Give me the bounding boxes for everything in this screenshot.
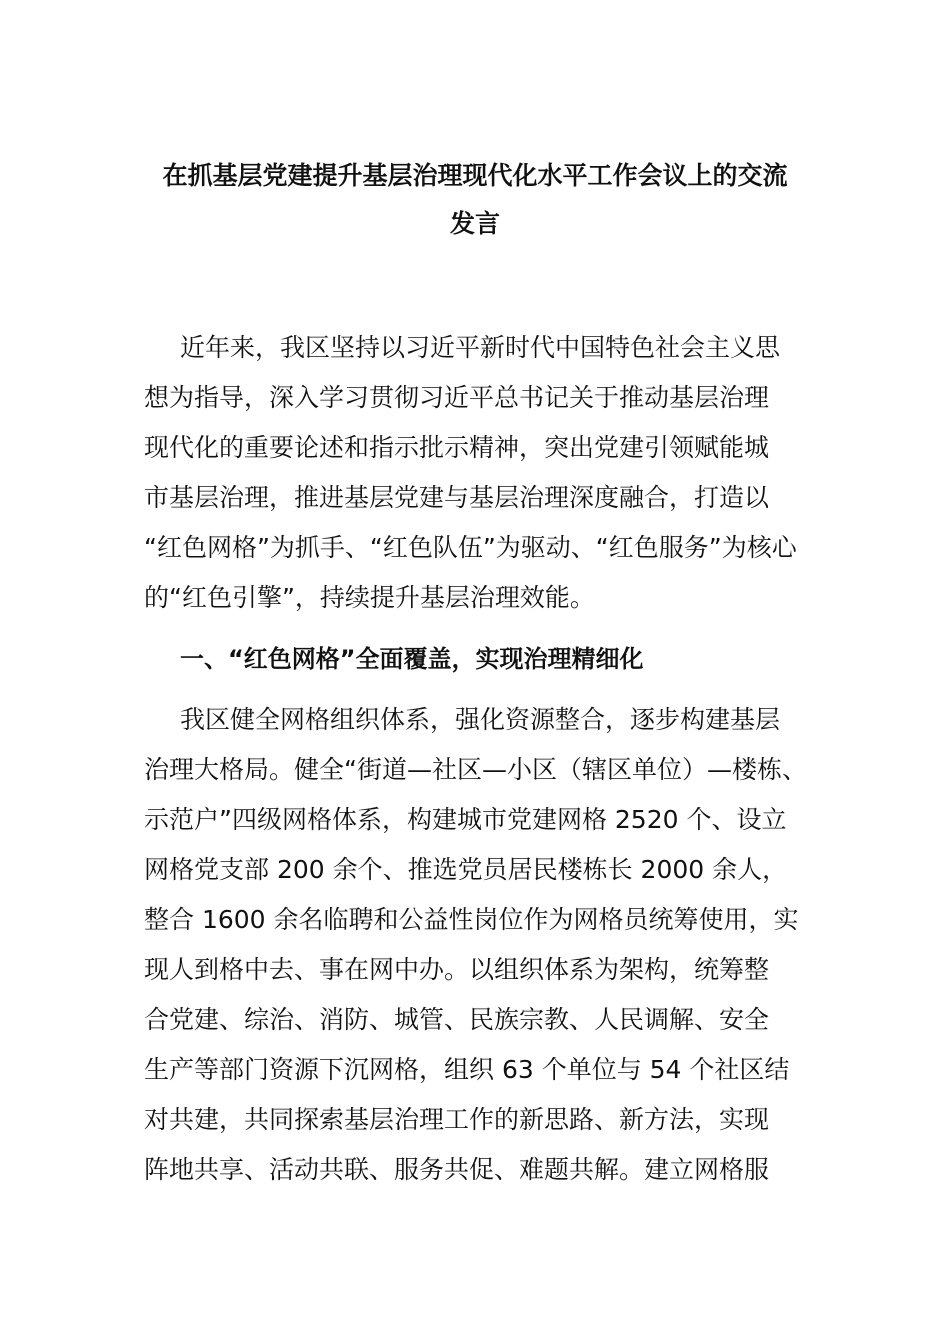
- paragraph-line: 想为指导，深入学习贯彻习近平总书记关于推动基层治理: [144, 383, 770, 412]
- paragraph-line: 合党建、综治、消防、城管、民族宗教、人民调解、安全: [144, 1005, 770, 1034]
- paragraph-line: 我区健全网格组织体系，强化资源整合，逐步构建基层: [180, 705, 781, 734]
- paragraph-line: 现代化的重要论述和指示批示精神，突出党建引领赋能城: [144, 433, 770, 462]
- paragraph-line: 整合 1600 余名临聘和公益性岗位作为网格员统筹使用，实: [144, 905, 799, 934]
- paragraph-line: 市基层治理，推进基层党建与基层治理深度融合，打造以: [144, 483, 770, 512]
- paragraph-line: 生产等部门资源下沉网格，组织 63 个单位与 54 个社区结: [144, 1055, 790, 1084]
- paragraph-line: “红色网格”为抓手、“红色队伍”为驱动、“红色服务”为核心: [144, 533, 797, 562]
- intro-paragraph: [144, 323, 824, 623]
- paragraph-line: 阵地共享、活动共联、服务共促、难题共解。建立网格服: [144, 1155, 770, 1184]
- paragraph-line: 治理大格局。健全“街道—社区—小区（辖区单位）—楼栋、: [144, 755, 807, 784]
- paragraph-line: 近年来，我区坚持以习近平新时代中国特色社会主义思: [180, 333, 781, 362]
- paragraph-line: 网格党支部 200 余个、推选党员居民楼栋长 2000 余人，: [144, 855, 788, 884]
- paragraph-line: 的“红色引擎”，持续提升基层治理效能。: [144, 583, 595, 612]
- paragraph-line: 对共建，共同探索基层治理工作的新思路、新方法，实现: [144, 1105, 770, 1134]
- title-line-1: 在抓基层党建提升基层治理现代化水平工作会议上的交流: [162, 161, 788, 190]
- document-title: [130, 152, 820, 248]
- paragraph-line: 示范户”四级网格体系，构建城市党建网格 2520 个、设立: [144, 805, 787, 834]
- section-heading-1: 一、“红色网格”全面覆盖，实现治理精细化: [180, 645, 644, 673]
- title-line-2: 发言: [449, 209, 500, 238]
- section-1-paragraph: [144, 695, 824, 1195]
- paragraph-line: 现人到格中去、事在网中办。以组织体系为架构，统筹整: [144, 955, 770, 984]
